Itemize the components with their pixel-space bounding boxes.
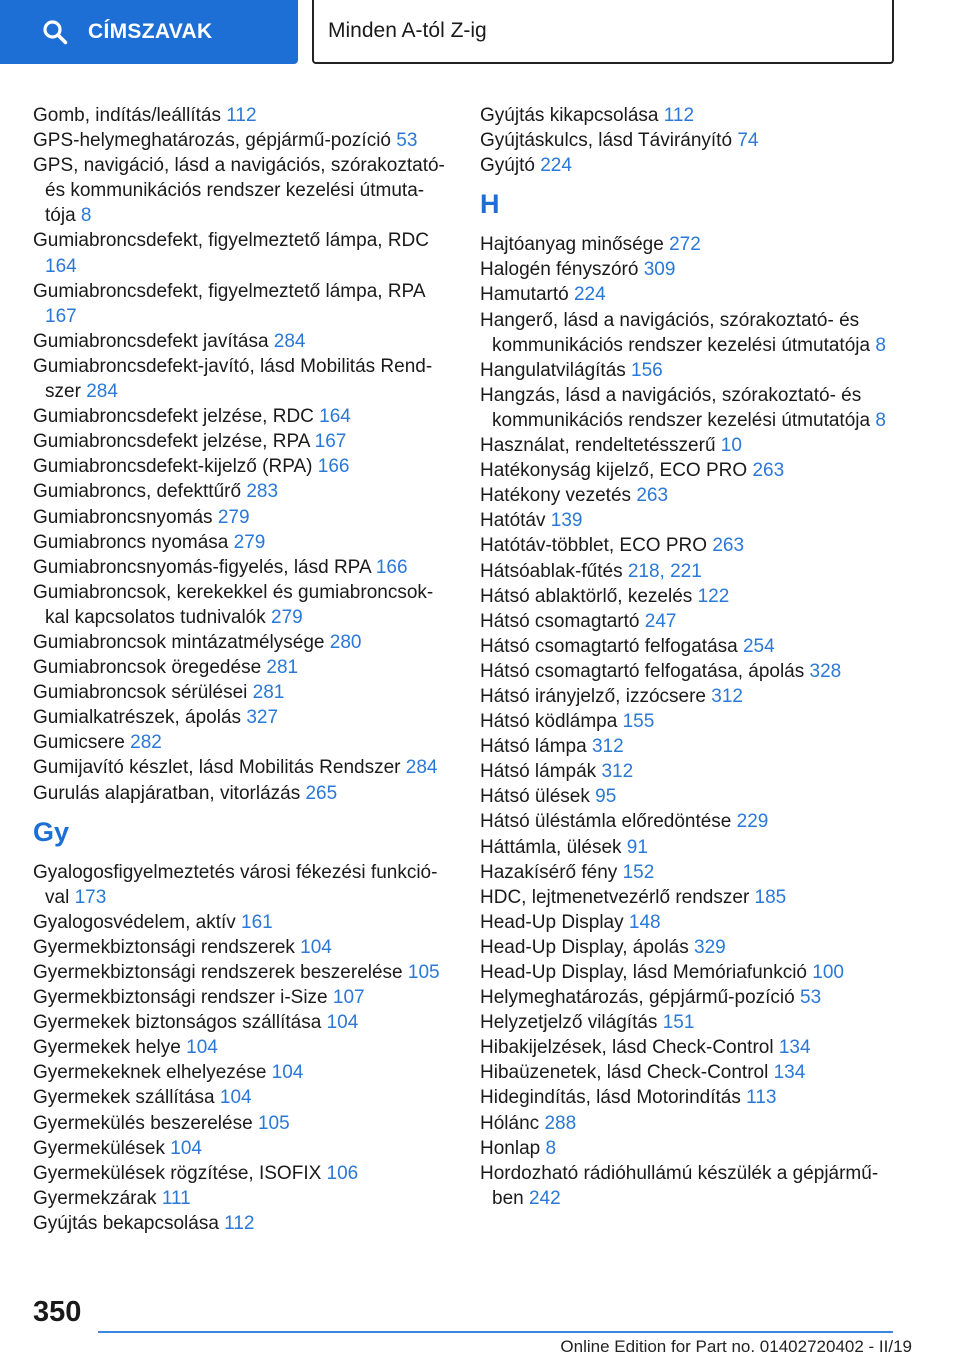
index-entry-text: Hátsó csomagtartó felfogatása bbox=[480, 635, 738, 657]
index-page-link[interactable]: 152 bbox=[622, 861, 655, 883]
index-page-link[interactable]: 104 bbox=[186, 1037, 218, 1059]
index-entry-text: Gumiabroncs nyomása bbox=[33, 531, 229, 553]
index-entry bbox=[480, 1010, 900, 1035]
index-entry bbox=[33, 730, 448, 755]
index-page-link[interactable]: 113 bbox=[746, 1087, 777, 1109]
tab-a-to-z-label: Minden A-tól Z-ig bbox=[328, 19, 487, 42]
index-entry-text: Gumialkatrészek, ápolás bbox=[33, 707, 242, 729]
index-entry bbox=[33, 935, 448, 960]
index-entry bbox=[480, 1035, 900, 1060]
index-page-link[interactable]: 328 bbox=[809, 660, 842, 682]
index-page-link[interactable]: 312 bbox=[601, 761, 634, 783]
index-entry bbox=[480, 609, 900, 634]
index-page-link[interactable]: 312 bbox=[711, 685, 743, 707]
index-entry-text: Hibakijelzések, lásd Check-Control bbox=[480, 1037, 774, 1059]
index-page-link[interactable]: 53 bbox=[800, 987, 822, 1009]
index-entry-text: Honlap bbox=[480, 1137, 541, 1159]
index-entry-text: Hatékonyság kijelző, ECO PRO bbox=[480, 460, 748, 482]
index-page-link[interactable]: 166 bbox=[375, 556, 408, 578]
index-entry-text: Hibaüzenetek, lásd Check-Control bbox=[480, 1062, 769, 1084]
index-entry-text: Hátsó üléstámla előredöntése bbox=[480, 811, 732, 833]
index-entry-text: Gumiabroncsdefekt javítása bbox=[33, 330, 269, 352]
index-page-link[interactable]: 282 bbox=[130, 732, 162, 754]
index-page-link[interactable]: 247 bbox=[644, 610, 677, 632]
index-entry bbox=[480, 759, 900, 784]
index-entry bbox=[33, 404, 448, 429]
index-entry bbox=[33, 1035, 448, 1060]
index-page-link[interactable]: 112 bbox=[663, 105, 695, 126]
index-entry bbox=[33, 755, 448, 780]
index-letter-heading: Gy bbox=[33, 816, 70, 847]
index-entry bbox=[33, 530, 448, 555]
index-entry-text: Head-Up Display, lásd Memóriafunkció bbox=[480, 962, 807, 983]
index-entry-text: Gumijavító készlet, lásd Mobilitás Rendszer bbox=[33, 757, 401, 779]
index-entry bbox=[33, 655, 448, 680]
index-page-link[interactable]: 164 bbox=[45, 255, 77, 277]
index-page-link[interactable]: 105 bbox=[407, 962, 440, 983]
index-entry bbox=[33, 279, 448, 329]
index-entry-text: Gumiabroncsdefekt jelzése, RDC bbox=[33, 406, 314, 428]
index-entry-text: Gyermekek helye bbox=[33, 1037, 181, 1059]
index-entry-text: Gyermekek biztonságos szállítása bbox=[33, 1012, 322, 1034]
index-entry bbox=[33, 228, 448, 278]
index-entry-text: GPS-helymeghatározás, gépjármű-pozíció bbox=[33, 130, 392, 152]
index-page-link[interactable]: 281 bbox=[266, 657, 299, 679]
index-entry-text: Hatékony vezetés bbox=[480, 485, 632, 507]
tab-keywords-label: CÍMSZAVAK bbox=[88, 20, 213, 43]
index-entry-text: Gumiabroncsdefekt-javító, lásd Mobilitás Rend-szer bbox=[33, 355, 433, 403]
index-entry-text: Hátsó csomagtartó bbox=[480, 610, 640, 632]
index-entry-text: Hazakísérő fény bbox=[480, 861, 618, 883]
index-entry bbox=[480, 835, 900, 860]
index-page-link[interactable]: 284 bbox=[405, 757, 438, 779]
index-page-link[interactable]: 107 bbox=[332, 987, 365, 1009]
index-entry-text: Gyermekeknek elhelyezése bbox=[33, 1062, 267, 1084]
index-entry-text: Hatótáv-többlet, ECO PRO bbox=[480, 535, 708, 557]
index-page-link[interactable]: 156 bbox=[631, 359, 663, 381]
index-column-right bbox=[480, 103, 900, 1211]
index-entry bbox=[33, 153, 448, 228]
index-entry bbox=[33, 1060, 448, 1085]
index-entry bbox=[480, 257, 900, 282]
index-page-link[interactable]: 122 bbox=[697, 585, 730, 607]
index-entry-text: Gyújtó bbox=[480, 155, 535, 177]
index-entry bbox=[480, 128, 900, 153]
index-entry bbox=[480, 1111, 900, 1136]
index-entry-text: Head-Up Display, ápolás bbox=[480, 936, 689, 958]
index-entry-text: Gurulás alapjáratban, vitorlázás bbox=[33, 782, 301, 804]
index-entry bbox=[33, 128, 448, 153]
index-page-link[interactable]: 104 bbox=[170, 1137, 202, 1159]
index-entry bbox=[33, 985, 448, 1010]
index-entry bbox=[33, 103, 448, 128]
index-entry-text: Gyermekzárak bbox=[33, 1187, 157, 1209]
index-entry bbox=[480, 103, 900, 128]
index-entry-text: Hordozható rádióhullámú készülék a gépjármű-ben bbox=[480, 1162, 879, 1209]
index-entry bbox=[33, 479, 448, 504]
index-entry bbox=[480, 483, 900, 508]
index-entry bbox=[33, 1136, 448, 1161]
index-entry-text: Hólánc bbox=[480, 1112, 540, 1134]
index-entry-text: Hátsó lámpa bbox=[480, 736, 587, 758]
index-page-link[interactable]: 166 bbox=[317, 456, 350, 478]
index-page-link[interactable]: 263 bbox=[636, 485, 669, 507]
index-entry-text: Hangerő, lásd a navigációs, szórakoztató- és kommunikációs rendszer kezelési útmutatója bbox=[480, 309, 871, 356]
index-page-link[interactable]: 53 bbox=[396, 130, 418, 152]
index-page-link[interactable]: 224 bbox=[573, 284, 606, 306]
index-entry-text: Gyermekülések bbox=[33, 1137, 165, 1159]
index-entry bbox=[33, 630, 448, 655]
index-entry-text: Gyermekbiztonsági rendszer i-Size bbox=[33, 987, 328, 1009]
index-entry bbox=[33, 705, 448, 730]
index-page-link[interactable]: 100 bbox=[812, 962, 844, 983]
index-entry bbox=[33, 1161, 448, 1186]
index-page-link[interactable]: 263 bbox=[712, 535, 745, 557]
index-entry-text: Gyermekülés beszerelése bbox=[33, 1112, 253, 1134]
index-entry bbox=[480, 282, 900, 307]
index-entry-text: Gumiabroncsok öregedése bbox=[33, 657, 262, 679]
index-page-link[interactable]: 167 bbox=[314, 431, 347, 453]
index-page-link[interactable]: 8 bbox=[875, 409, 886, 431]
index-entry-text: Gumiabroncsnyomás-figyelés, lásd RPA bbox=[33, 556, 371, 578]
index-page-link[interactable]: 272 bbox=[669, 234, 701, 256]
index-entry bbox=[480, 734, 900, 759]
index-entry-text: Gumiabroncsdefekt, figyelmeztető lámpa, RDC bbox=[33, 230, 429, 252]
index-entry bbox=[33, 429, 448, 454]
index-page-link[interactable]: 10 bbox=[720, 435, 742, 457]
index-entry-text: Gyalogosfigyelmeztetés városi fékezési funkció-val bbox=[33, 861, 438, 908]
index-page-link[interactable]: 155 bbox=[622, 711, 655, 733]
index-entry-text: Hatótáv bbox=[480, 510, 546, 532]
index-page-link[interactable]: 8 bbox=[545, 1137, 557, 1159]
index-entry-text: Hátsó ködlámpa bbox=[480, 711, 618, 733]
index-page-link[interactable]: 134 bbox=[778, 1037, 811, 1059]
index-entry bbox=[480, 985, 900, 1010]
index-page-link[interactable]: 139 bbox=[550, 510, 583, 532]
index-entry bbox=[33, 781, 448, 806]
index-page-link[interactable]: 151 bbox=[662, 1012, 695, 1034]
index-page-link[interactable]: 279 bbox=[217, 506, 250, 528]
index-entry bbox=[33, 1111, 448, 1136]
index-entry-text: Hátsó ülések bbox=[480, 786, 590, 808]
index-page-link[interactable]: 74 bbox=[737, 130, 759, 152]
index-page-link[interactable]: 91 bbox=[626, 836, 648, 858]
index-entry-text: Gumiabroncsdefekt, figyelmeztető lámpa, RPA bbox=[33, 280, 425, 302]
index-entry bbox=[480, 634, 900, 659]
index-entry bbox=[480, 709, 900, 734]
index-entry-text: Gyermekek szállítása bbox=[33, 1087, 215, 1109]
index-page-link[interactable]: 224 bbox=[540, 155, 572, 177]
index-page-link[interactable]: 281 bbox=[252, 682, 285, 704]
index-entry-text: Helymeghatározás, gépjármű-pozíció bbox=[480, 987, 795, 1009]
index-entry bbox=[33, 860, 448, 910]
index-page-link[interactable]: 161 bbox=[241, 911, 273, 933]
index-entry-text: Gyermekbiztonsági rendszerek bbox=[33, 936, 295, 958]
index-entry-text: Head-Up Display bbox=[480, 911, 624, 933]
index-page-link[interactable]: 265 bbox=[305, 782, 338, 804]
index-page-link[interactable]: 104 bbox=[219, 1087, 252, 1109]
index-entry-text: Gumiabroncs, defekttűrő bbox=[33, 481, 242, 503]
index-entry-text: Gyújtáskulcs, lásd Távirányító bbox=[480, 130, 733, 152]
index-entry-text: Hátsó irányjelző, izzócsere bbox=[480, 685, 706, 707]
index-entry bbox=[480, 584, 900, 609]
index-entry bbox=[33, 354, 448, 404]
index-entry-text: Gyalogosvédelem, aktív bbox=[33, 911, 236, 933]
footer-edition-text: Online Edition for Part no. 01402720402 - II/19 bbox=[560, 1337, 912, 1356]
index-entry-text: Gyújtás bekapcsolása bbox=[33, 1212, 219, 1234]
index-entry-text: Halogén fényszóró bbox=[480, 259, 639, 281]
index-page-link[interactable]: 327 bbox=[246, 707, 279, 729]
index-entry bbox=[33, 329, 448, 354]
index-entry bbox=[33, 555, 448, 580]
index-entry-text: Gumiabroncsnyomás bbox=[33, 506, 213, 528]
index-entry bbox=[33, 1010, 448, 1035]
index-entry-text: Hátsóablak-fűtés bbox=[480, 560, 623, 582]
index-page-link[interactable]: 95 bbox=[595, 786, 617, 808]
index-entry-text: Hidegindítás, lásd Motorindítás bbox=[480, 1087, 741, 1109]
index-entry bbox=[480, 885, 900, 910]
page-number: 350 bbox=[33, 1296, 82, 1328]
index-entry-text: Gumiabroncsdefekt-kijelző (RPA) bbox=[33, 456, 313, 478]
index-page-link[interactable]: 148 bbox=[628, 911, 661, 933]
index-entry bbox=[33, 1085, 448, 1110]
index-entry-text: Használat, rendeltetésszerű bbox=[480, 435, 716, 457]
index-entry-text: Hátsó csomagtartó felfogatása, ápolás bbox=[480, 660, 805, 682]
index-entry-text: Gyermekülések rögzítése, ISOFIX bbox=[33, 1162, 322, 1184]
index-page-link[interactable]: 279 bbox=[271, 606, 303, 628]
index-column-left bbox=[33, 103, 448, 1236]
index-page-link[interactable]: 229 bbox=[736, 811, 769, 833]
index-entry-text: Gumiabroncsok, kerekekkel és gumiabroncsok-kal kapcsolatos tudnivalók bbox=[33, 581, 434, 628]
index-entry-text: Háttámla, ülések bbox=[480, 836, 622, 858]
index-entry bbox=[480, 659, 900, 684]
index-entry bbox=[33, 680, 448, 705]
index-entry bbox=[33, 1211, 448, 1236]
index-entry bbox=[480, 684, 900, 709]
index-page-link[interactable]: 283 bbox=[246, 481, 279, 503]
index-entry bbox=[33, 910, 448, 935]
index-entry bbox=[480, 508, 900, 533]
index-entry bbox=[33, 960, 448, 985]
index-page-link[interactable]: 329 bbox=[694, 936, 726, 958]
index-page-link[interactable]: 104 bbox=[271, 1062, 304, 1084]
index-entry bbox=[33, 580, 448, 630]
index-page-link[interactable]: 242 bbox=[528, 1187, 561, 1209]
index-page-link[interactable]: 185 bbox=[754, 886, 787, 908]
index-entry-text: Gumiabroncsok sérülései bbox=[33, 682, 248, 704]
index-entry bbox=[480, 433, 900, 458]
index-entry-text: Hátsó ablaktörlő, kezelés bbox=[480, 585, 693, 607]
index-page-link[interactable]: 263 bbox=[752, 460, 785, 482]
index-page-link[interactable]: 288 bbox=[544, 1112, 577, 1134]
index-entry-text: Hangulatvilágítás bbox=[480, 359, 626, 381]
index-page-link[interactable]: 284 bbox=[273, 330, 306, 352]
index-page-link[interactable]: 134 bbox=[773, 1062, 806, 1084]
index-entry-text: Hangzás, lásd a navigációs, szórakoztató- és kommunikációs rendszer kezelési útmutatója bbox=[480, 384, 871, 431]
index-entry bbox=[480, 910, 900, 935]
tab-a-to-z[interactable] bbox=[312, 0, 894, 64]
index-entry bbox=[33, 1186, 448, 1211]
index-page-link[interactable]: 111 bbox=[161, 1187, 191, 1209]
tab-keywords[interactable] bbox=[0, 0, 298, 64]
index-entry bbox=[480, 308, 900, 358]
index-page-link[interactable]: 112 bbox=[226, 105, 257, 126]
index-entry bbox=[480, 1060, 900, 1085]
index-entry bbox=[480, 1161, 900, 1211]
index-page-link[interactable]: 112 bbox=[224, 1212, 255, 1234]
index-entry-text: Hamutartó bbox=[480, 284, 569, 306]
index-entry bbox=[480, 1136, 900, 1161]
index-entry-text: Gumiabroncsdefekt jelzése, RPA bbox=[33, 431, 310, 453]
index-page-link[interactable]: 254 bbox=[742, 635, 775, 657]
index-page-link[interactable]: 279 bbox=[233, 531, 266, 553]
index-page-link[interactable]: 167 bbox=[45, 305, 77, 327]
index-entry bbox=[33, 505, 448, 530]
index-page-link[interactable]: 106 bbox=[326, 1162, 359, 1184]
index-entry bbox=[480, 358, 900, 383]
index-entry-text: Helyzetjelző világítás bbox=[480, 1012, 658, 1034]
index-page-link[interactable]: 312 bbox=[591, 736, 624, 758]
index-page-link[interactable]: 309 bbox=[643, 259, 676, 281]
index-entry-text: HDC, lejtmenetvezérlő rendszer bbox=[480, 886, 750, 908]
index-page-link[interactable]: 8 bbox=[875, 334, 886, 356]
index-page-link[interactable]: 8 bbox=[80, 205, 92, 227]
index-entry bbox=[480, 935, 900, 960]
index-entry bbox=[480, 809, 900, 834]
index-entry bbox=[480, 784, 900, 809]
index-entry bbox=[480, 860, 900, 885]
top-navigation bbox=[0, 0, 960, 66]
index-entry bbox=[480, 1085, 900, 1110]
index-entry-text: Hajtóanyag minősége bbox=[480, 234, 664, 256]
index-entry bbox=[480, 153, 900, 178]
index-letter-heading: H bbox=[480, 189, 500, 220]
index-page-link[interactable]: 105 bbox=[257, 1112, 290, 1134]
search-icon bbox=[42, 19, 68, 45]
index-page-link[interactable]: 104 bbox=[300, 936, 332, 958]
index-page-link[interactable]: 173 bbox=[74, 886, 107, 908]
index-entry-text: Gomb, indítás/leállítás bbox=[33, 105, 221, 126]
index-page-link[interactable]: 164 bbox=[319, 406, 351, 428]
index-entry bbox=[480, 559, 900, 584]
index-page-link[interactable]: 104 bbox=[326, 1012, 359, 1034]
index-entry bbox=[480, 533, 900, 558]
footer-divider bbox=[98, 1331, 893, 1333]
index-entry-text: Gumiabroncsok mintázatmélysége bbox=[33, 631, 325, 653]
index-entry bbox=[33, 454, 448, 479]
index-page-link[interactable]: 280 bbox=[329, 631, 362, 653]
index-entry bbox=[480, 458, 900, 483]
index-entry bbox=[480, 232, 900, 257]
index-entry-text: Gyermekbiztonsági rendszerek beszerelése bbox=[33, 962, 403, 983]
index-entry-text: GPS, navigáció, lásd a navigációs, szórakoztató- és kommunikációs rendszer kezelési útmuta-tója bbox=[33, 155, 445, 227]
index-entry bbox=[480, 960, 900, 985]
index-page-link[interactable]: 284 bbox=[86, 381, 118, 403]
index-entry bbox=[480, 383, 900, 433]
index-entry-text: Gumicsere bbox=[33, 732, 125, 754]
index-entry-text: Hátsó lámpák bbox=[480, 761, 597, 783]
index-page-link[interactable]: 218, 221 bbox=[627, 560, 702, 582]
index-entry-text: Gyújtás kikapcsolása bbox=[480, 105, 659, 126]
